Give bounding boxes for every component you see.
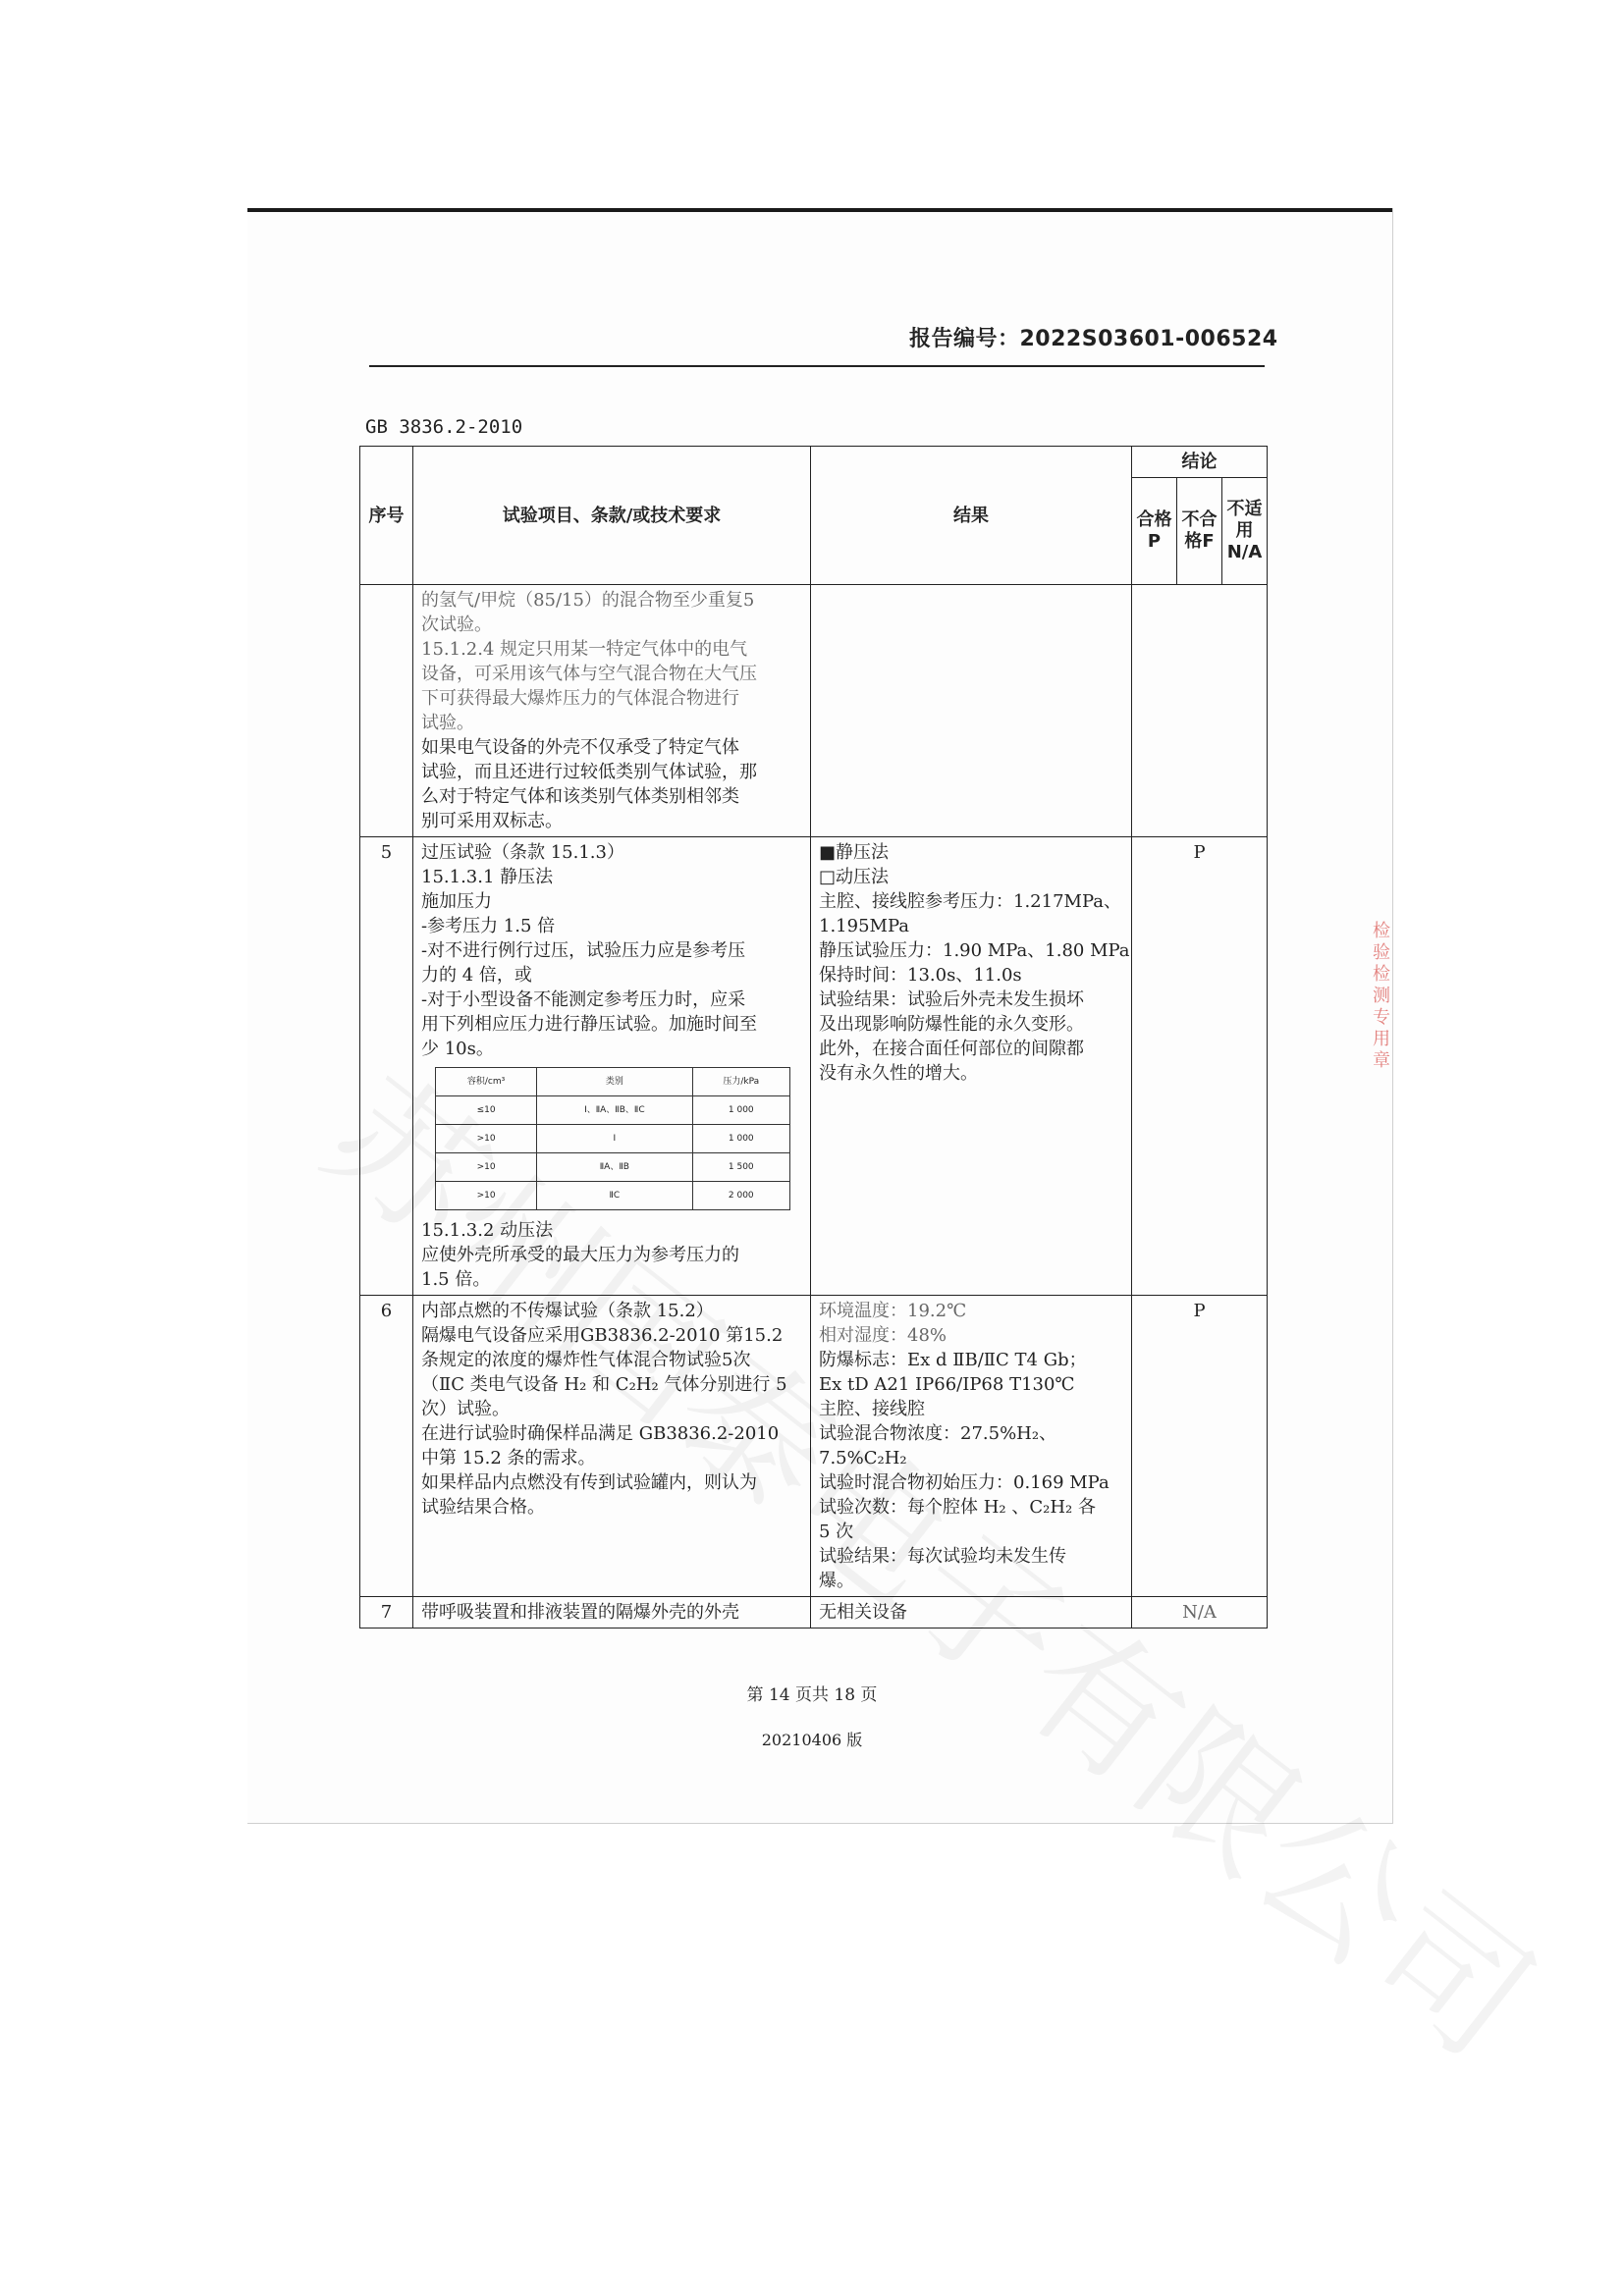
result-line: 7.5%C₂H₂ [819,1448,907,1468]
row-result [811,585,1132,837]
pressure-cell: 2 000 [692,1182,789,1210]
result-line: 试验时混合物初始压力：0.169 MPa [819,1472,1110,1493]
item-line: 试验，而且还进行过较低类别气体试验，那 [421,762,757,782]
item-line: -对不进行例行过压，试验压力应是参考压 [421,940,746,961]
row-verdict: N/A [1132,1597,1268,1629]
item-line: 试验。 [421,713,474,733]
table-header-row [360,447,1268,478]
item-line: 别可采用双标志。 [421,811,563,831]
header-result: 结果 [811,447,1132,585]
result-line: 保持时间：13.0s、11.0s [819,965,1022,986]
item-line: （ⅡC 类电气设备 H₂ 和 C₂H₂ 气体分别进行 5 [421,1374,787,1395]
pressure-cell: ≤10 [436,1096,537,1125]
item-line: 施加压力 [421,891,492,912]
row-item [413,585,811,837]
result-line: 主腔、接线腔参考压力：1.217MPa、 [819,891,1121,912]
result-line: 试验次数：每个腔体 H₂ 、C₂H₂ 各 [819,1497,1096,1518]
result-line: 防爆标志：Ex d ⅡB/ⅡC T4 Gb； [819,1350,1087,1370]
item-line: 中第 15.2 条的需求。 [421,1448,596,1468]
result-line: 此外，在接合面任何部位的间隙都 [819,1039,1084,1059]
row-verdict: P [1132,1296,1268,1597]
item-line: 如果电气设备的外壳不仅承受了特定气体 [421,737,739,758]
header-na: 不适用N/A [1222,478,1268,585]
result-line: 没有永久性的增大。 [819,1063,978,1084]
item-line: 力的 4 倍，或 [421,965,532,986]
table-row [360,585,1268,837]
item-line: 的氢气/甲烷（85/15）的混合物至少重复5 [421,590,755,611]
item-line: -对于小型设备不能测定参考压力时，应采 [421,989,746,1010]
pressure-cell: I [537,1125,692,1153]
item-line: 内部点燃的不传爆试验（条款 15.2） [421,1301,714,1321]
standard-code: GB 3836.2-2010 [365,416,523,438]
row-item [413,1597,811,1629]
row-seq [360,585,413,837]
item-line: 条规定的浓度的爆炸性气体混合物试验5次 [421,1350,751,1370]
item-line: 次）试验。 [421,1399,510,1419]
item-line: 应使外壳所承受的最大压力为参考压力的 [421,1245,739,1265]
report-number: 报告编号：2022S03601-006524 [909,327,1278,351]
result-line: 试验结果：每次试验均未发生传 [819,1546,1066,1567]
version-label: 20210406 版 [761,1731,863,1749]
item-line: 在进行试验时确保样品满足 GB3836.2-2010 [421,1423,780,1444]
pressure-header-pressure: 压力/kPa [692,1068,789,1096]
result-line: 主腔、接线腔 [819,1399,925,1419]
header-pass: 合格P [1132,478,1177,585]
item-line: 1.5 倍。 [421,1269,491,1290]
item-line: 试验结果合格。 [421,1497,545,1518]
result-line: 5 次 [819,1522,854,1542]
pressure-cell: >10 [436,1153,537,1182]
pressure-cell: ⅡA、ⅡB [537,1153,692,1182]
header-item: 试验项目、条款/或技术要求 [413,447,811,585]
pressure-cell: 1 500 [692,1153,789,1182]
pressure-cell: I、ⅡA、ⅡB、ⅡC [537,1096,692,1125]
row-result [811,837,1132,1296]
result-line: □动压法 [819,867,890,887]
result-line: Ex tD A21 IP66/IP68 T130℃ [819,1374,1075,1395]
header-fail: 不合格F [1177,478,1222,585]
result-line: 相对湿度：48% [819,1325,947,1346]
row-verdict: P [1132,837,1268,1296]
header-conclusion: 结论 [1132,447,1268,478]
result-line: 无相关设备 [819,1602,907,1623]
row-seq: 5 [360,837,413,1296]
item-line: 么对于特定气体和该类别气体类别相邻类 [421,786,739,807]
seal-stamp-fragment: 检验检测专用章 [1373,921,1390,1071]
result-line: 环境温度：19.2℃ [819,1301,967,1321]
pressure-cell: >10 [436,1125,537,1153]
pressure-cell: >10 [436,1182,537,1210]
item-line: 用下列相应压力进行静压试验。加施时间至 [421,1014,757,1035]
item-line: 15.1.3.1 静压法 [421,867,554,887]
result-line: 静压试验压力：1.90 MPa、1.80 MPa [819,940,1130,961]
item-line: 下可获得最大爆炸压力的气体混合物进行 [421,688,739,709]
item-line: 带呼吸装置和排液装置的隔爆外壳的外壳 [421,1602,739,1623]
result-line: 试验结果：试验后外壳未发生损坏 [819,989,1084,1010]
row-seq: 7 [360,1597,413,1629]
pressure-cell: ⅡC [537,1182,692,1210]
pressure-header-volume: 容积/cm³ [436,1068,537,1096]
page-number: 第 14 页共 18 页 [746,1685,878,1705]
header-divider [369,365,1265,367]
item-line: 隔爆电气设备应采用GB3836.2-2010 第15.2 [421,1325,784,1346]
item-line: 15.1.3.2 动压法 [421,1220,554,1241]
item-line: 15.1.2.4 规定只用某一特定气体中的电气 [421,639,748,660]
pressure-header-group: 类别 [537,1068,692,1096]
pressure-cell: 1 000 [692,1096,789,1125]
item-line: -参考压力 1.5 倍 [421,916,556,936]
result-line: ■静压法 [819,842,890,863]
item-line: 设备，可采用该气体与空气混合物在大气压 [421,664,757,684]
item-line: 过压试验（条款 15.1.3） [421,842,624,863]
result-line: 及出现影响防爆性能的永久变形。 [819,1014,1084,1035]
pressure-cell: 1 000 [692,1125,789,1153]
row-verdict [1132,585,1268,837]
item-line: 次试验。 [421,614,492,635]
result-line: 试验混合物浓度：27.5%H₂、 [819,1423,1057,1444]
item-line: 少 10s。 [421,1039,494,1059]
row-seq: 6 [360,1296,413,1597]
result-line: 爆。 [819,1571,854,1591]
result-line: 1.195MPa [819,916,909,936]
top-scan-edge [247,208,1392,212]
header-seq: 序号 [360,447,413,585]
item-line: 如果样品内点燃没有传到试验罐内，则认为 [421,1472,757,1493]
